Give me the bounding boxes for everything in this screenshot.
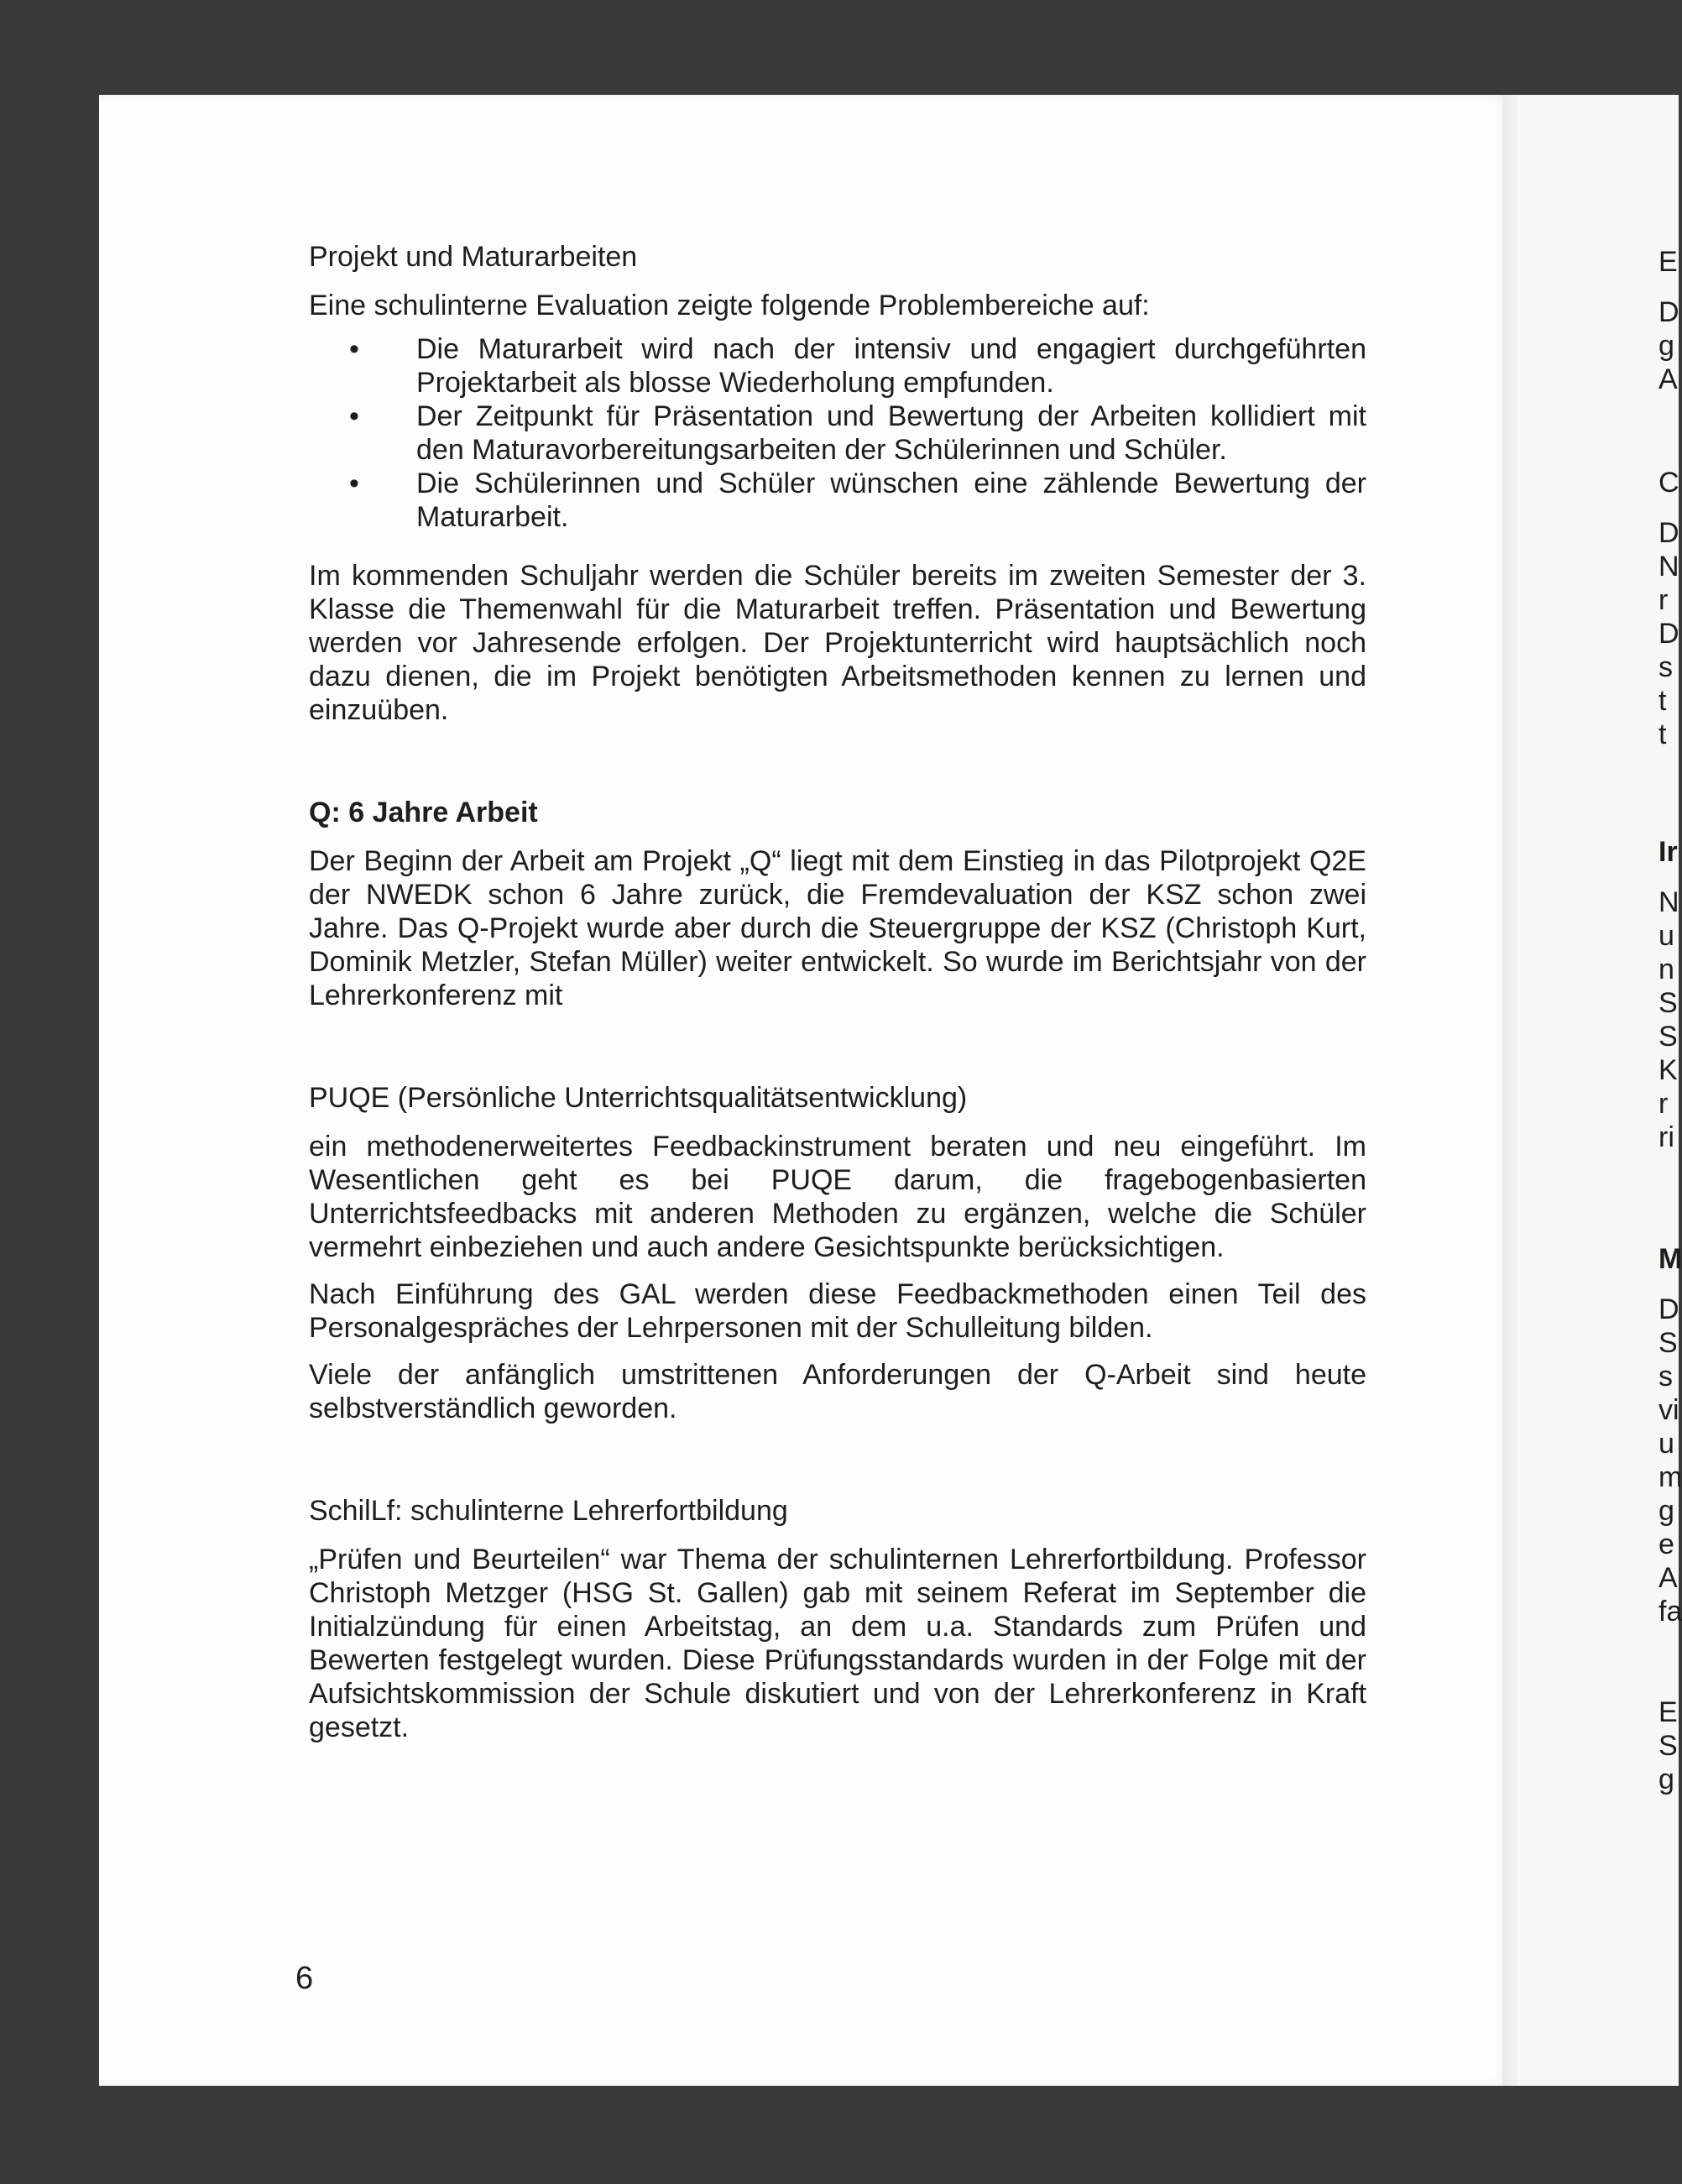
bullet-icon: • [349, 400, 359, 432]
fragment: S [1658, 987, 1678, 1019]
list-item [309, 467, 1366, 534]
fragment: g [1658, 330, 1674, 362]
fragment: u [1658, 1428, 1674, 1460]
fragment: S [1658, 1730, 1678, 1762]
fragment: Ir [1658, 836, 1678, 868]
fragment: r [1658, 584, 1669, 616]
q-paragraph: Der Beginn der Arbeit am Projekt „Q“ liegt mit dem Einstieg in das Pilotprojekt Q2E der NWEDK schon 6 Jahre zurück, die Fremdevaluation der KSZ schon zwei Jahre. Das Q-Projekt wurde aber durch die Steuergruppe der KSZ (Christoph Kurt, Dominik Metzler, Stefan Müller) weiter entwickelt. So wurde im Berichtsjahr von der Lehrerkonferenz mit [309, 845, 1366, 1011]
list-item-text: Die Maturarbeit wird nach der intensiv und engagiert durchgeführten Projektarbeit als blosse Wiederholung empfunden. [416, 333, 1366, 399]
schilf-paragraph: „Prüfen und Beurteilen“ war Thema der schulinternen Lehrerfortbildung. Professor Christoph Metzger (HSG St. Gallen) gab mit seinem Referat im September die Initialzündung für einen Arbeitstag, an dem u.a. Standards zum Prüfen und Bewerten festgelegt wurden. Diese Prüfungsstandards wurden in der Folge mit der Aufsichtskommission der Schule diskutiert und von der Lehrerkonferenz in Kraft gesetzt. [309, 1544, 1366, 1743]
page-number: 6 [295, 1961, 314, 1996]
fragment: N [1658, 886, 1679, 918]
fragment: K [1658, 1054, 1678, 1086]
fragment: r [1658, 1088, 1669, 1120]
fragment: S [1658, 1021, 1678, 1053]
fragment: s [1658, 651, 1673, 683]
right-page [1517, 95, 1679, 2086]
fragment: N [1658, 551, 1679, 583]
fragment: g [1658, 1763, 1674, 1795]
fragment: M [1658, 1243, 1682, 1275]
fragment: s [1658, 1361, 1673, 1392]
fragment: m [1658, 1461, 1682, 1493]
problem-list [309, 332, 1366, 534]
fragment: vi [1658, 1394, 1679, 1426]
fragment: ri [1658, 1121, 1674, 1153]
fragment: A [1658, 1562, 1678, 1594]
puqe-paragraph-3: Viele der anfänglich umstrittenen Anforderungen der Q-Arbeit sind heute selbstverständlich geworden. [309, 1359, 1366, 1424]
fragment: fa [1658, 1596, 1682, 1628]
fragment: t [1658, 718, 1667, 750]
page-content [309, 240, 1366, 1744]
projekt-heading: Projekt und Maturarbeiten [309, 241, 638, 273]
fragment: C [1658, 467, 1679, 499]
fragment: u [1658, 920, 1674, 952]
puqe-paragraph-2: Nach Einführung des GAL werden diese Feedbackmethoden einen Teil des Personalgespräches der Lehrpersonen mit der Schulleitung bilden. [309, 1278, 1366, 1344]
list-item-text: Der Zeitpunkt für Präsentation und Bewertung der Arbeiten kollidiert mit den Maturavorbereitungsarbeiten der Schülerinnen und Schüler. [416, 400, 1366, 466]
fragment: e [1658, 1528, 1674, 1560]
fragment: E [1658, 1696, 1678, 1728]
bullet-icon: • [349, 468, 359, 499]
schilf-heading: SchilLf: schulinterne Lehrerfortbildung [309, 1495, 788, 1527]
projekt-paragraph: Im kommenden Schuljahr werden die Schüler bereits im zweiten Semester der 3. Klasse die Themenwahl für die Maturarbeit treffen. Präsentation und Bewertung werden vor Jahresende erfolgen. Der Projektunterricht wird hauptsächlich noch dazu dienen, die im Projekt benötigten Arbeitsmethoden kennen zu lernen und einzuüben. [309, 560, 1366, 726]
fragment: n [1658, 954, 1674, 985]
fragment: g [1658, 1495, 1674, 1527]
fragment: D [1658, 517, 1679, 549]
projekt-intro: Eine schulinterne Evaluation zeigte folgende Problembereiche auf: [309, 290, 1150, 321]
fragment: D [1658, 618, 1679, 650]
bullet-icon: • [349, 333, 359, 365]
fragment: t [1658, 685, 1667, 717]
fragment: A [1658, 363, 1678, 395]
puqe-paragraph-1: ein methodenerweitertes Feedbackinstrument beraten und neu eingeführt. Im Wesentlichen geht es bei PUQE darum, die fragebogenbasierten Unterrichtsfeedbacks mit anderen Methoden zu ergänzen, welche die Schüler vermehrt einbeziehen und auch andere Gesichtspunkte berücksichtigen. [309, 1131, 1366, 1263]
fragment: E [1658, 246, 1678, 278]
q-heading: Q: 6 Jahre Arbeit [309, 797, 538, 828]
list-item [309, 332, 1366, 400]
fragment: D [1658, 296, 1679, 328]
puqe-heading: PUQE (Persönliche Unterrichtsqualitätsentwicklung) [309, 1082, 968, 1114]
list-item [309, 400, 1366, 467]
list-item-text: Die Schülerinnen und Schüler wünschen eine zählende Bewertung der Maturarbeit. [416, 468, 1366, 533]
fragment: D [1658, 1293, 1679, 1325]
fragment: S [1658, 1327, 1678, 1359]
